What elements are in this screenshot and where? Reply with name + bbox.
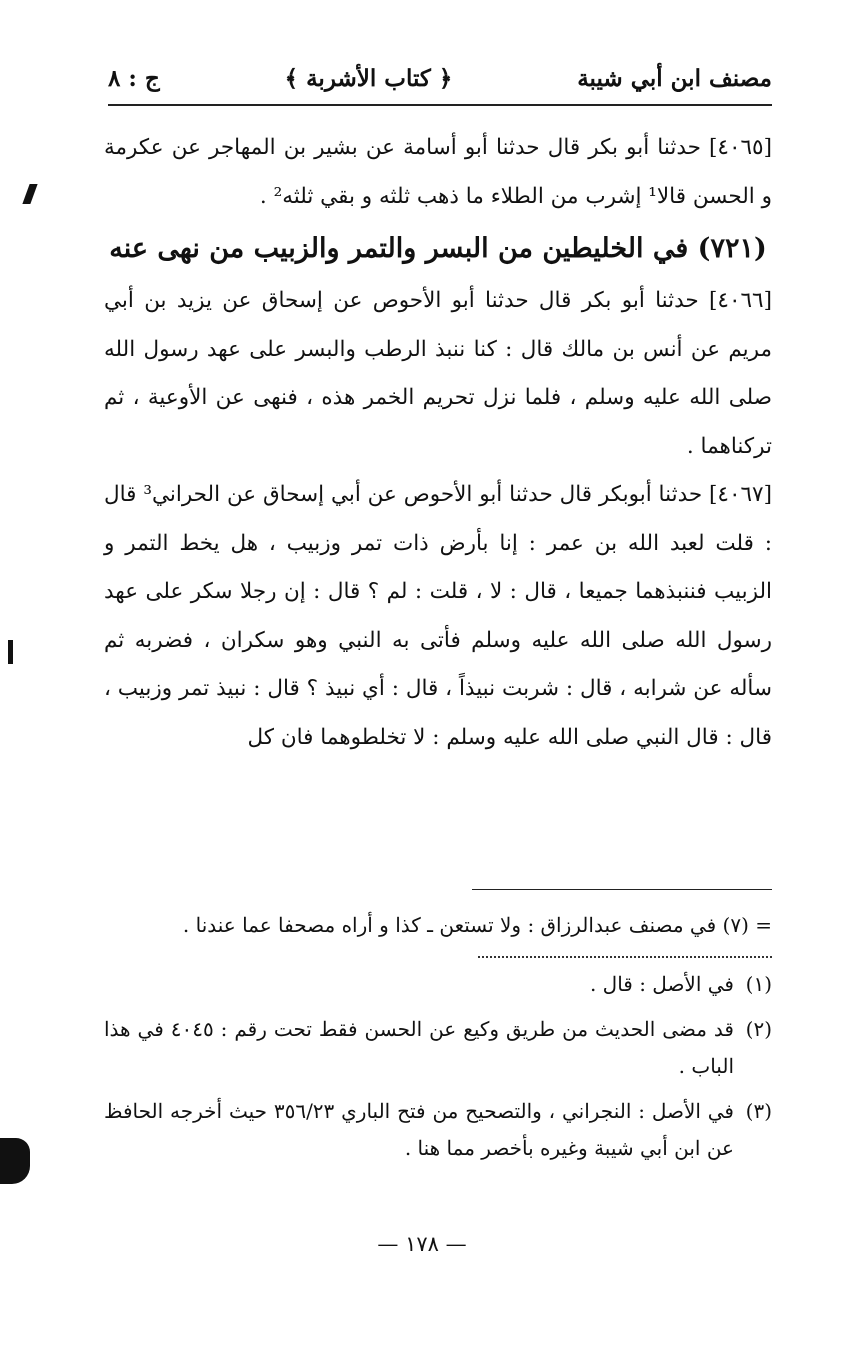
chapter-heading: (٧٢١) في الخليطين من البسر والتمر والزبيب من نهى عنه bbox=[109, 233, 767, 264]
main-text bbox=[104, 124, 772, 762]
hadith-4067: [٤٠٦٧] حدثنا أبوبكر قال حدثنا أبو الأحوص عن أبي إسحاق عن الحراني³ قال : قلت لعبد الله بن عمر : إنا بأرض ذات تمر وزبيب ، هل يخط التمر و الزبيب فننبذهما جميعا ، قال : لا ، قلت : لم ؟ قال : إن رجلا سكر على عهد رسول الله صلى الله عليه وسلم فأتى به النبي وهو سكران ، فضربه ثم سأله عن شرابه ، قال : شربت نبيذاً ، قال : أي نبيذ ؟ قال : نبيذ تمر وزبيب ، قال : قال النبي صلى الله عليه وسلم : لا تخلطوهما فان كل bbox=[104, 482, 772, 750]
footnote-text: قد مضى الحديث من طريق وكيع عن الحسن فقط تحت رقم : ٤٠٤٥ في هذا الباب . bbox=[104, 1017, 734, 1078]
footnote-number: (٢) bbox=[745, 1017, 772, 1041]
footnote-continuation: = (٧) في مصنف عبدالرزاق : ولا تستعن ـ كذا و أراه مصحفا عما عندنا . bbox=[182, 913, 772, 937]
scan-mark bbox=[8, 640, 13, 664]
footnote-divider bbox=[478, 950, 772, 958]
section-title: ﴿ كتاب الأشربة ﴾ bbox=[284, 64, 453, 92]
footnote-number: (١) bbox=[745, 972, 772, 996]
footnotes bbox=[104, 966, 772, 1175]
header-rule bbox=[108, 104, 772, 106]
footnote bbox=[104, 1093, 772, 1167]
footnote-text: في الأصل : قال . bbox=[589, 972, 734, 996]
book-title: مصنف ابن أبي شيبة bbox=[577, 64, 772, 92]
scan-mark bbox=[22, 184, 37, 204]
page-number: — ١٧٨ — bbox=[377, 1232, 467, 1256]
volume-number: ج : ٨ bbox=[108, 64, 160, 92]
hadith-4066: [٤٠٦٦] حدثنا أبو بكر قال حدثنا أبو الأحوص عن إسحاق عن يزيد بن أبي مريم عن أنس بن مالك قال : كنا ننبذ الرطب والبسر على عهد رسول الله صلى الله عليه وسلم ، فلما نزل تحريم الخمر هذه ، فنهى عن الأوعية ، ثم تركناهما . bbox=[104, 288, 772, 459]
footnote bbox=[104, 966, 772, 1003]
footnote-text: في الأصل : النجراني ، والتصحيح من فتح الباري ٣٥٦/٢٣ حيث أخرجه الحافظ عن ابن أبي شيبة وغيره بأخصر مما هنا . bbox=[104, 1099, 734, 1160]
footnote-rule bbox=[472, 889, 772, 890]
hadith-4065: [٤٠٦٥] حدثنا أبو بكر قال حدثنا أبو أسامة عن بشير بن المهاجر عن عكرمة و الحسن قالا¹ إشرب من الطلاء ما ذهب ثلثه و بقي ثلثه² . bbox=[104, 135, 772, 209]
footnote bbox=[104, 1011, 772, 1085]
scan-mark bbox=[0, 1138, 30, 1184]
running-header bbox=[108, 58, 772, 98]
footnote-number: (٣) bbox=[745, 1099, 772, 1123]
